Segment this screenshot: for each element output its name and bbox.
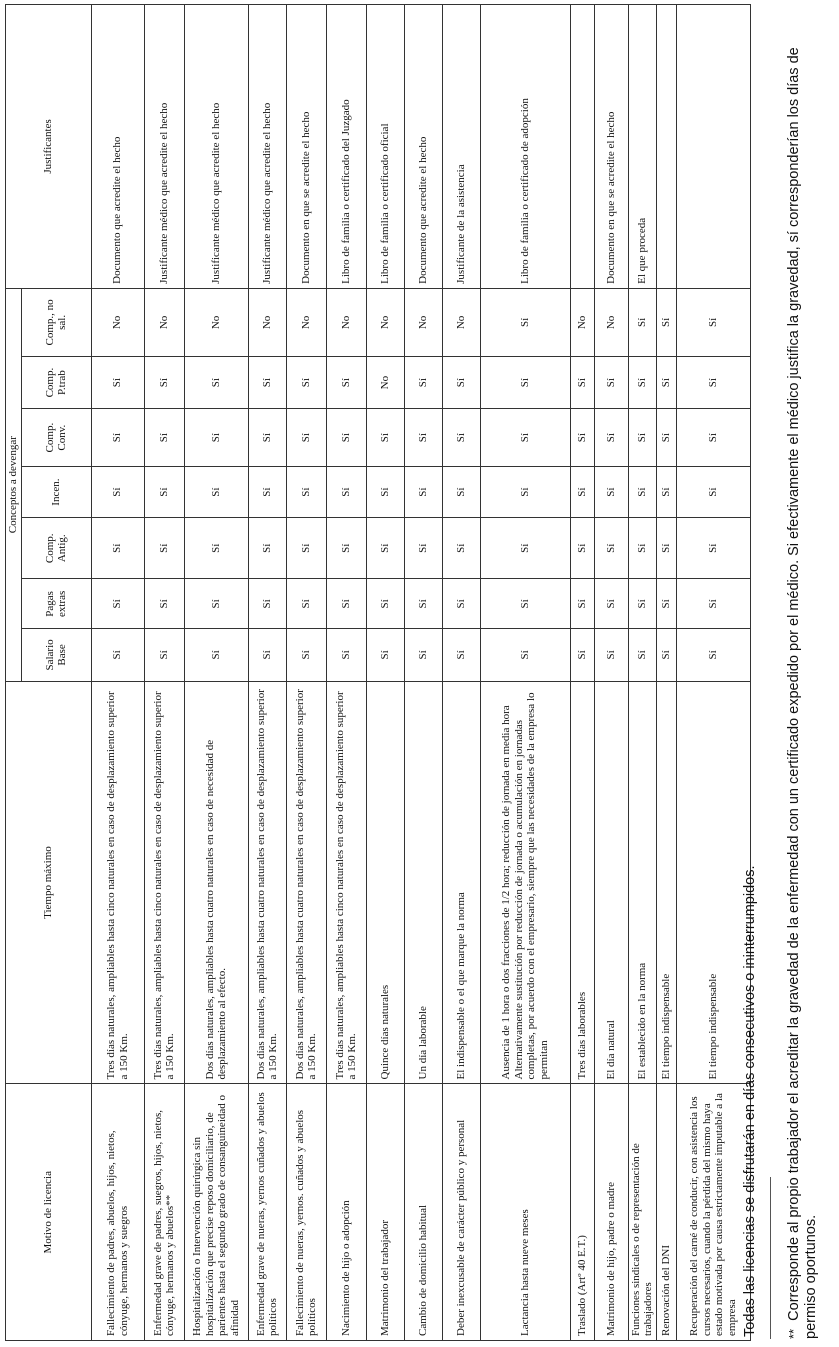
table-row <box>144 5 184 1341</box>
cell-justificante: El que proceda <box>628 5 656 289</box>
cell-pagas: Sí <box>144 579 184 629</box>
cell-conv: Sí <box>184 409 248 467</box>
cell-justificante: Justificante de la asistencia <box>442 5 480 289</box>
cell-salario: Sí <box>594 629 628 681</box>
cell-motivo: Hospitalización o Intervención quirúrgica sin hospitalización que precise reposo domiciliario, de parientes hasta el segundo grado de consanguineidad o afinidad <box>184 1084 248 1341</box>
consecutive-days-note: Todas las licencias se disfrutarán en días consecutivos o ininterrumpidos. <box>742 865 758 1337</box>
cell-antig: Sí <box>404 518 442 579</box>
cell-pagas: Sí <box>286 579 326 629</box>
cell-tiempo: Dos días naturales, ampliables hasta cuatro naturales en caso de necesidad de desplazamiento al efecto. <box>184 681 248 1084</box>
table-row <box>286 5 326 1341</box>
cell-salario: Sí <box>656 629 676 681</box>
cell-ptrab: Sí <box>91 356 144 408</box>
header-tiempo: Tiempo máximo <box>6 681 92 1084</box>
table-row <box>366 5 404 1341</box>
cell-salario: Sí <box>480 629 570 681</box>
cell-nosal: No <box>442 288 480 356</box>
cell-pagas: Sí <box>594 579 628 629</box>
cell-incen: Sí <box>144 467 184 518</box>
cell-antig: Sí <box>570 518 594 579</box>
cell-nosal: Sí <box>676 288 750 356</box>
cell-salario: Sí <box>628 629 656 681</box>
cell-conv: Sí <box>676 409 750 467</box>
cell-conv: Sí <box>326 409 366 467</box>
cell-incen: Sí <box>676 467 750 518</box>
cell-conv: Sí <box>366 409 404 467</box>
cell-motivo: Nacimiento de hijo o adopción <box>326 1084 366 1341</box>
cell-motivo: Lactancia hasta nueve meses <box>480 1084 570 1341</box>
cell-salario: Sí <box>248 629 286 681</box>
cell-antig: Sí <box>366 518 404 579</box>
cell-nosal: Sí <box>628 288 656 356</box>
cell-motivo: Renovación del DNI <box>656 1084 676 1341</box>
cell-ptrab: Sí <box>144 356 184 408</box>
cell-ptrab: Sí <box>676 356 750 408</box>
cell-tiempo: El tiempo indispensable <box>656 681 676 1084</box>
cell-conv: Sí <box>480 409 570 467</box>
cell-pagas: Sí <box>442 579 480 629</box>
cell-nosal: No <box>594 288 628 356</box>
cell-salario: Sí <box>144 629 184 681</box>
cell-ptrab: Sí <box>326 356 366 408</box>
cell-pagas: Sí <box>480 579 570 629</box>
cell-antig: Sí <box>628 518 656 579</box>
cell-salario: Sí <box>326 629 366 681</box>
cell-tiempo: El establecido en la norma <box>628 681 656 1084</box>
cell-antig: Sí <box>91 518 144 579</box>
cell-justificante: Justificante médico que acredite el hecho <box>144 5 184 289</box>
cell-antig: Sí <box>326 518 366 579</box>
cell-ptrab: Sí <box>286 356 326 408</box>
cell-incen: Sí <box>286 467 326 518</box>
cell-nosal: No <box>286 288 326 356</box>
cell-tiempo: Dos días naturales, ampliables hasta cuatro naturales en caso de desplazamiento superior a 150 Km. <box>286 681 326 1084</box>
cell-motivo: Fallecimiento de padres, abuelos, hijos, nietos, cónyuge, hermanos y suegros <box>91 1084 144 1341</box>
cell-motivo: Traslado (Artº 40 E.T.) <box>570 1084 594 1341</box>
table-row <box>404 5 442 1341</box>
notes-section <box>742 9 820 1339</box>
table-row <box>676 5 750 1341</box>
cell-conv: Sí <box>594 409 628 467</box>
header-justificantes: Justificantes <box>6 5 92 289</box>
cell-tiempo: Tres días naturales, ampliables hasta cinco naturales en caso de desplazamiento superior a 150 Km. <box>91 681 144 1084</box>
table-row <box>480 5 570 1341</box>
cell-incen: Sí <box>480 467 570 518</box>
table-row <box>184 5 248 1341</box>
cell-conv: Sí <box>144 409 184 467</box>
cell-nosal: Sí <box>656 288 676 356</box>
cell-justificante: Documento en que se acredite el hecho <box>594 5 628 289</box>
table-row <box>628 5 656 1341</box>
cell-antig: Sí <box>248 518 286 579</box>
cell-justificante <box>676 5 750 289</box>
header-incen: Incen. <box>21 467 91 518</box>
cell-tiempo: Tres días laborables <box>570 681 594 1084</box>
footnote-divider <box>770 1177 771 1339</box>
cell-justificante: Libro de familia o certificado oficial <box>366 5 404 289</box>
cell-conv: Sí <box>628 409 656 467</box>
header-ptrab: Comp. P.trab <box>21 356 91 408</box>
cell-pagas: Sí <box>676 579 750 629</box>
cell-incen: Sí <box>594 467 628 518</box>
cell-incen: Sí <box>366 467 404 518</box>
cell-salario: Sí <box>286 629 326 681</box>
table-row <box>656 5 676 1341</box>
cell-justificante: Justificante médico que acredite el hecho <box>184 5 248 289</box>
cell-pagas: Sí <box>628 579 656 629</box>
cell-pagas: Sí <box>248 579 286 629</box>
cell-pagas: Sí <box>656 579 676 629</box>
cell-tiempo: Quince días naturales <box>366 681 404 1084</box>
cell-conv: Sí <box>404 409 442 467</box>
cell-antig: Sí <box>480 518 570 579</box>
header-pagas: Pagas extras <box>21 579 91 629</box>
cell-nosal: No <box>248 288 286 356</box>
header-conceptos: Conceptos a devengar <box>6 288 22 681</box>
cell-conv: Sí <box>656 409 676 467</box>
cell-justificante: Documento en que se acredite el hecho <box>286 5 326 289</box>
cell-ptrab: Sí <box>656 356 676 408</box>
cell-justificante: Libro de familia o certificado del Juzgado <box>326 5 366 289</box>
cell-pagas: Sí <box>366 579 404 629</box>
cell-incen: Sí <box>656 467 676 518</box>
cell-salario: Sí <box>676 629 750 681</box>
cell-motivo: Enfermedad grave de nueras, yernos cuñados y abuelos políticos <box>248 1084 286 1341</box>
cell-nosal: No <box>570 288 594 356</box>
cell-antig: Sí <box>676 518 750 579</box>
header-row-1 <box>6 5 22 1341</box>
cell-conv: Sí <box>442 409 480 467</box>
footnote <box>785 9 820 1339</box>
cell-incen: Sí <box>326 467 366 518</box>
cell-nosal: No <box>91 288 144 356</box>
cell-salario: Sí <box>442 629 480 681</box>
cell-ptrab: Sí <box>570 356 594 408</box>
cell-motivo: Matrimonio del trabajador <box>366 1084 404 1341</box>
cell-motivo: Enfermedad grave de padres, suegros, hijos, nietos, cónyuge, hermanos y abuelos** <box>144 1084 184 1341</box>
cell-ptrab: Sí <box>594 356 628 408</box>
cell-nosal: No <box>404 288 442 356</box>
cell-pagas: Sí <box>570 579 594 629</box>
cell-nosal: No <box>366 288 404 356</box>
cell-tiempo: El tiempo indispensable <box>676 681 750 1084</box>
footnote-text: Corresponde al propio trabajador el acreditar la gravedad de la enfermedad con un certificado expedido por el médico. Si efectivamente el médico justifica la gravedad, sí corresponderían los días de permiso oportunos. <box>786 47 819 1339</box>
table-row <box>326 5 366 1341</box>
cell-motivo: Matrimonio de hijo, padre o madre <box>594 1084 628 1341</box>
cell-salario: Sí <box>570 629 594 681</box>
cell-tiempo: Ausencia de 1 hora o dos fracciones de 1/2 hora; reducción de jornada en media hora Alternativamente sustitución por reducción de jornada o acumulación en jornadas completas, por acuerdo con el empresario, siempre que las necesidades de la empresa lo permitan <box>480 681 570 1084</box>
cell-justificante: Documento que acredite el hecho <box>91 5 144 289</box>
cell-antig: Sí <box>184 518 248 579</box>
cell-justificante: Libro de familia o certificado de adopción <box>480 5 570 289</box>
cell-antig: Sí <box>442 518 480 579</box>
cell-tiempo: El día natural <box>594 681 628 1084</box>
cell-justificante: Documento que acredite el hecho <box>404 5 442 289</box>
cell-conv: Sí <box>248 409 286 467</box>
cell-salario: Sí <box>404 629 442 681</box>
cell-justificante <box>570 5 594 289</box>
cell-incen: Sí <box>91 467 144 518</box>
cell-justificante: Justificante médico que acredite el hecho <box>248 5 286 289</box>
cell-motivo: Cambio de domicilio habitual <box>404 1084 442 1341</box>
cell-salario: Sí <box>184 629 248 681</box>
cell-nosal: No <box>326 288 366 356</box>
cell-ptrab: Sí <box>248 356 286 408</box>
cell-pagas: Sí <box>326 579 366 629</box>
cell-ptrab: Sí <box>628 356 656 408</box>
cell-tiempo: Un día laborable <box>404 681 442 1084</box>
cell-antig: Sí <box>656 518 676 579</box>
cell-pagas: Sí <box>91 579 144 629</box>
cell-antig: Sí <box>144 518 184 579</box>
header-motivo: Motivo de licencia <box>6 1084 92 1341</box>
cell-incen: Sí <box>628 467 656 518</box>
table-row <box>442 5 480 1341</box>
cell-incen: Sí <box>404 467 442 518</box>
cell-salario: Sí <box>91 629 144 681</box>
cell-motivo: Fallecimiento de nueras, yernos. cuñados y abuelos políticos <box>286 1084 326 1341</box>
header-nosal: Comp., no sal. <box>21 288 91 356</box>
cell-nosal: Sí <box>480 288 570 356</box>
cell-incen: Sí <box>248 467 286 518</box>
table-row <box>248 5 286 1341</box>
cell-incen: Sí <box>442 467 480 518</box>
cell-motivo: Deber inexcusable de carácter público y personal <box>442 1084 480 1341</box>
cell-nosal: No <box>144 288 184 356</box>
header-salario: Salario Base <box>21 629 91 681</box>
table-row <box>570 5 594 1341</box>
footnote-mark: ** <box>786 1328 801 1339</box>
cell-motivo: Recuperación del carné de conducir, con asistencia los cursos necesarios, cuando la pérdida del mismo haya estado motivada por causa estrictamente imputable a la empresa <box>676 1084 750 1341</box>
cell-tiempo: El indispensable o el que marque la norma <box>442 681 480 1084</box>
cell-pagas: Sí <box>184 579 248 629</box>
cell-tiempo: Tres días naturales, ampliables hasta cinco naturales en caso de desplazamiento superior a 150 Km. <box>326 681 366 1084</box>
cell-justificante <box>656 5 676 289</box>
header-conv: Comp. Conv. <box>21 409 91 467</box>
table-row <box>594 5 628 1341</box>
cell-conv: Sí <box>286 409 326 467</box>
cell-ptrab: Sí <box>404 356 442 408</box>
cell-incen: Sí <box>184 467 248 518</box>
cell-ptrab: Sí <box>442 356 480 408</box>
cell-motivo: Funciones sindicales o de representación de trabajadores <box>628 1084 656 1341</box>
cell-ptrab: No <box>366 356 404 408</box>
cell-antig: Sí <box>286 518 326 579</box>
cell-salario: Sí <box>366 629 404 681</box>
cell-conv: Sí <box>91 409 144 467</box>
cell-tiempo: Tres días naturales, ampliables hasta cinco naturales en caso de desplazamiento superior a 150 Km. <box>144 681 184 1084</box>
cell-nosal: No <box>184 288 248 356</box>
cell-tiempo: Dos días naturales, ampliables hasta cuatro naturales en caso de desplazamiento superior a 150 Km. <box>248 681 286 1084</box>
cell-ptrab: Sí <box>480 356 570 408</box>
cell-incen: Sí <box>570 467 594 518</box>
cell-ptrab: Sí <box>184 356 248 408</box>
header-antig: Comp. Antig. <box>21 518 91 579</box>
table-row <box>91 5 144 1341</box>
cell-pagas: Sí <box>404 579 442 629</box>
licencias-table <box>5 4 751 1341</box>
cell-conv: Sí <box>570 409 594 467</box>
cell-antig: Sí <box>594 518 628 579</box>
